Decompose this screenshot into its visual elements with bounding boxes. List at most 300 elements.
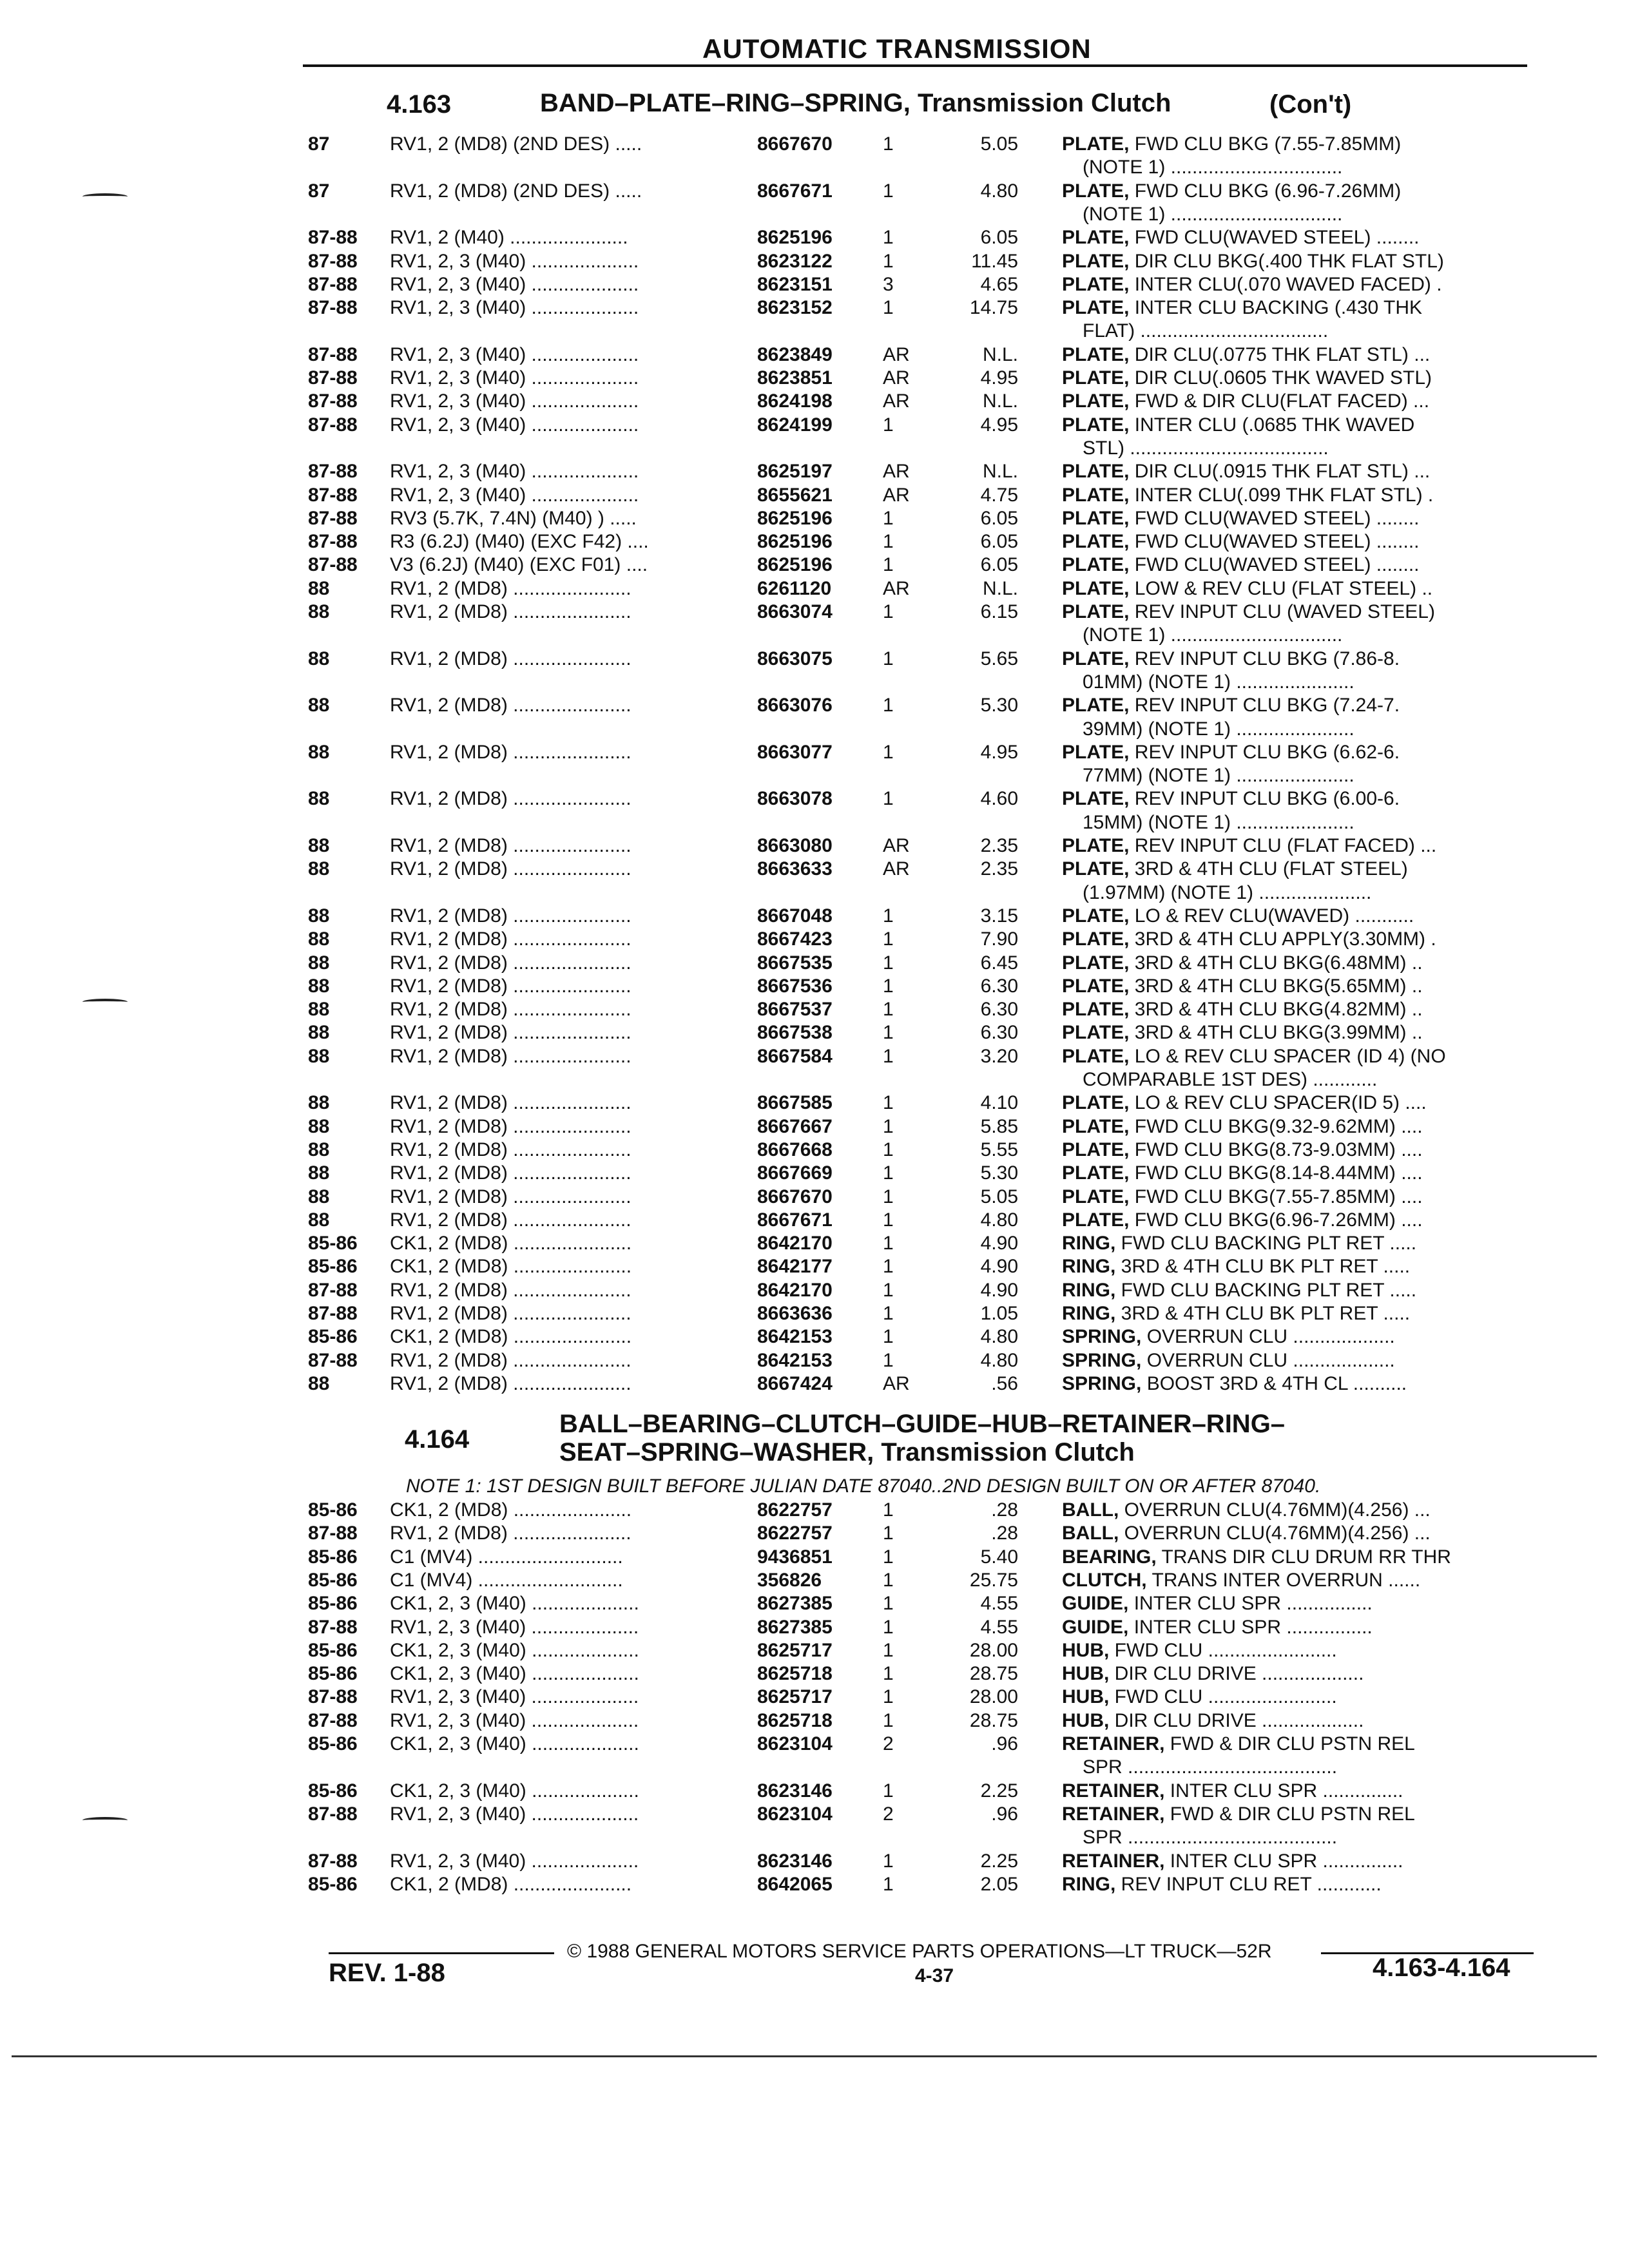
row-description xyxy=(1062,1617,1539,1639)
row-year: 85-86 xyxy=(308,1233,358,1254)
row-description xyxy=(1062,485,1539,506)
row-description-continuation: (1.97MM) (NOTE 1) ..................... xyxy=(1083,881,1372,903)
row-price: 5.30 xyxy=(980,695,1018,716)
row-part-number: 8625196 xyxy=(757,531,833,553)
row-price: 6.05 xyxy=(980,531,1018,553)
row-part-number: 8623152 xyxy=(757,297,833,319)
row-price: N.L. xyxy=(982,390,1018,412)
row-part-number: 8642065 xyxy=(757,1873,833,1895)
row-description-text: 3RD & 4TH CLU BKG(3.99MM) .. xyxy=(1129,1022,1423,1044)
table-row-continuation xyxy=(0,765,1629,787)
row-description-text: BOOST 3RD & 4TH CL .......... xyxy=(1141,1372,1407,1394)
row-model: RV1, 2, 3 (M40) .................... xyxy=(390,390,639,412)
row-description-continuation: SPR ....................................... xyxy=(1083,1756,1338,1778)
row-model: RV1, 2 (MD8) ...................... xyxy=(390,1139,631,1160)
row-price: 4.80 xyxy=(980,1209,1018,1231)
row-part-number: 8642153 xyxy=(757,1326,833,1348)
row-year: 87-88 xyxy=(308,367,358,389)
table-row xyxy=(0,1686,1629,1708)
row-part-number: 8667670 xyxy=(757,133,833,155)
row-description-text: TRANS DIR CLU DRUM RR THR xyxy=(1156,1546,1451,1568)
row-quantity: AR xyxy=(883,858,910,880)
row-description xyxy=(1062,554,1539,576)
row-price: 3.15 xyxy=(980,905,1018,927)
row-description xyxy=(1062,1022,1539,1044)
row-model: RV1, 2 (MD8) ...................... xyxy=(390,1022,631,1044)
row-model: V3 (6.2J) (M40) (EXC F01) .... xyxy=(390,554,648,576)
row-description-text: FWD CLU(WAVED STEEL) ........ xyxy=(1129,531,1420,553)
row-quantity: 1 xyxy=(883,1616,894,1638)
row-part-name: PLATE, xyxy=(1062,952,1130,974)
row-year: 88 xyxy=(308,1115,330,1137)
row-price: 6.15 xyxy=(980,601,1018,622)
row-quantity: 1 xyxy=(883,297,894,319)
row-quantity: 1 xyxy=(883,180,894,202)
row-part-name: PLATE, xyxy=(1062,507,1130,529)
row-part-name: PLATE, xyxy=(1062,1022,1130,1044)
row-part-number: 8623146 xyxy=(757,1850,833,1872)
section-164-title-line2: SEAT–SPRING–WASHER, Transmission Clutch xyxy=(559,1438,1135,1466)
row-quantity: 1 xyxy=(883,531,894,553)
row-part-name: RETAINER, xyxy=(1062,1733,1165,1754)
row-model: CK1, 2 (MD8) ...................... xyxy=(390,1873,632,1895)
row-description-text: INTER CLU SPR ................ xyxy=(1128,1616,1373,1638)
row-year: 88 xyxy=(308,1045,330,1067)
row-quantity: 1 xyxy=(883,975,894,997)
row-price: 28.75 xyxy=(969,1709,1018,1731)
table-row xyxy=(0,1256,1629,1278)
table-row xyxy=(0,390,1629,412)
row-part-name: SPRING, xyxy=(1062,1349,1142,1371)
table-row xyxy=(0,1233,1629,1254)
section-164-number: 4.164 xyxy=(405,1425,470,1454)
row-quantity: AR xyxy=(883,577,910,599)
row-model: RV1, 2 (MD8) ...................... xyxy=(390,788,631,810)
row-description xyxy=(1062,1209,1539,1231)
row-part-number: 8623146 xyxy=(757,1780,833,1802)
row-model: RV1, 2 (MD8) ...................... xyxy=(390,1303,631,1324)
row-quantity: 1 xyxy=(883,1209,894,1231)
row-year: 88 xyxy=(308,928,330,950)
row-part-number: 8627385 xyxy=(757,1616,833,1638)
row-year: 88 xyxy=(308,601,330,622)
row-part-number: 8667048 xyxy=(757,905,833,927)
row-year: 85-86 xyxy=(308,1873,358,1895)
row-price: 5.05 xyxy=(980,133,1018,155)
row-price: 28.00 xyxy=(969,1639,1018,1661)
row-part-name: PLATE, xyxy=(1062,905,1130,927)
row-year: 87-88 xyxy=(308,484,358,506)
row-model: RV1, 2 (MD8) ...................... xyxy=(390,835,631,856)
row-part-name: PLATE, xyxy=(1062,390,1130,412)
row-part-name: CLUTCH, xyxy=(1062,1569,1147,1591)
table-row xyxy=(0,1186,1629,1208)
row-price: 4.10 xyxy=(980,1092,1018,1114)
row-description xyxy=(1062,975,1539,997)
row-part-name: PLATE, xyxy=(1062,367,1130,389)
row-description-text: DIR CLU(.0605 THK WAVED STL) xyxy=(1129,367,1432,389)
row-part-number: 8663633 xyxy=(757,858,833,880)
row-model: CK1, 2 (MD8) ...................... xyxy=(390,1499,632,1521)
row-part-name: PLATE, xyxy=(1062,227,1130,249)
row-part-number: 8625718 xyxy=(757,1663,833,1685)
row-part-name: HUB, xyxy=(1062,1663,1110,1685)
row-model: RV1, 2 (MD8) ...................... xyxy=(390,1349,631,1371)
row-description-text: INTER CLU SPR ................ xyxy=(1128,1593,1373,1615)
row-model: RV1, 2 (MD8) ...................... xyxy=(390,928,631,950)
row-description xyxy=(1062,695,1539,716)
row-part-name: PLATE, xyxy=(1062,858,1130,880)
row-quantity: 1 xyxy=(883,1186,894,1207)
row-part-name: PLATE, xyxy=(1062,1115,1130,1137)
row-description-text: FWD CLU ........................ xyxy=(1109,1639,1337,1661)
row-description xyxy=(1062,1640,1539,1662)
row-model: RV1, 2, 3 (M40) .................... xyxy=(390,1616,639,1638)
row-description-text: REV INPUT CLU (WAVED STEEL) xyxy=(1129,601,1435,622)
row-year: 87-88 xyxy=(308,390,358,412)
row-description-continuation: (NOTE 1) ................................ xyxy=(1083,157,1343,178)
row-year: 87-88 xyxy=(308,414,358,436)
row-description-continuation: 39MM) (NOTE 1) ...................... xyxy=(1083,718,1354,740)
row-description-text: OVERRUN CLU(4.76MM)(4.256) ... xyxy=(1119,1523,1431,1544)
table-row xyxy=(0,133,1629,155)
row-year: 88 xyxy=(308,648,330,669)
row-description xyxy=(1062,1116,1539,1138)
row-description-text: FWD & DIR CLU PSTN REL xyxy=(1164,1803,1415,1825)
footer-copyright: © 1988 GENERAL MOTORS SERVICE PARTS OPERATIONS—LT TRUCK—52R xyxy=(567,1941,1272,1962)
table-row xyxy=(0,1092,1629,1114)
row-quantity: 1 xyxy=(883,695,894,716)
row-part-name: BALL, xyxy=(1062,1523,1119,1544)
section-164-note: NOTE 1: 1ST DESIGN BUILT BEFORE JULIAN DATE 87040..2ND DESIGN BUILT ON OR AFTER 87040. xyxy=(406,1475,1321,1497)
row-quantity: 1 xyxy=(883,1256,894,1278)
row-model: RV1, 2 (MD8) ...................... xyxy=(390,952,631,974)
row-part-number: 8624198 xyxy=(757,390,833,412)
row-quantity: 1 xyxy=(883,1663,894,1685)
row-description-text: LO & REV CLU(WAVED) ........... xyxy=(1129,905,1414,927)
row-price: N.L. xyxy=(982,343,1018,365)
table-row xyxy=(0,999,1629,1021)
row-description xyxy=(1062,180,1539,202)
table-row xyxy=(0,952,1629,974)
footer-revision: REV. 1-88 xyxy=(329,1959,445,1987)
row-part-name: PLATE, xyxy=(1062,928,1130,950)
row-part-number: 8667668 xyxy=(757,1139,833,1160)
row-model: RV1, 2, 3 (M40) .................... xyxy=(390,273,639,295)
row-quantity: 1 xyxy=(883,1499,894,1521)
row-quantity: 1 xyxy=(883,928,894,950)
row-description xyxy=(1062,1570,1539,1591)
row-year: 87-88 xyxy=(308,1686,358,1708)
row-year: 87 xyxy=(308,133,330,155)
row-part-number: 6261120 xyxy=(757,577,832,599)
row-price: 5.55 xyxy=(980,1139,1018,1160)
row-description-text: 3RD & 4TH CLU APPLY(3.30MM) . xyxy=(1129,928,1436,950)
row-description-continuation: 01MM) (NOTE 1) ...................... xyxy=(1083,671,1354,693)
row-model: RV1, 2 (MD8) ...................... xyxy=(390,648,631,669)
row-part-name: PLATE, xyxy=(1062,531,1130,553)
row-year: 88 xyxy=(308,1162,330,1184)
table-row xyxy=(0,554,1629,576)
table-row-continuation xyxy=(0,882,1629,904)
punch-hole-mark xyxy=(82,999,128,1005)
row-part-number: 8623151 xyxy=(757,273,833,295)
table-row xyxy=(0,1280,1629,1302)
table-row-continuation xyxy=(0,624,1629,646)
row-description-text: LO & REV CLU SPACER (ID 4) (NO xyxy=(1129,1045,1446,1067)
row-price: 6.30 xyxy=(980,975,1018,997)
row-year: 85-86 xyxy=(308,1499,358,1521)
table-row xyxy=(0,1139,1629,1161)
row-part-name: HUB, xyxy=(1062,1639,1110,1661)
row-model: RV1, 2 (MD8) ...................... xyxy=(390,1279,631,1301)
row-description xyxy=(1062,1850,1539,1872)
row-quantity: 1 xyxy=(883,414,894,436)
row-year: 88 xyxy=(308,1092,330,1114)
row-quantity: 2 xyxy=(883,1803,894,1825)
row-description xyxy=(1062,344,1539,366)
row-year: 88 xyxy=(308,1022,330,1044)
row-quantity: 1 xyxy=(883,1523,894,1544)
row-part-name: RING, xyxy=(1062,1233,1116,1254)
row-description xyxy=(1062,648,1539,670)
row-part-number: 8667671 xyxy=(757,1209,833,1231)
row-part-number: 8663075 xyxy=(757,648,833,669)
row-year: 87-88 xyxy=(308,507,358,529)
row-quantity: 1 xyxy=(883,648,894,669)
row-description xyxy=(1062,928,1539,950)
row-part-name: SPRING, xyxy=(1062,1326,1142,1348)
table-row xyxy=(0,578,1629,600)
row-part-name: PLATE, xyxy=(1062,180,1130,202)
row-model: CK1, 2 (MD8) ...................... xyxy=(390,1326,632,1348)
row-description-text: LO & REV CLU SPACER(ID 5) .... xyxy=(1129,1092,1427,1114)
row-model: CK1, 2, 3 (M40) .................... xyxy=(390,1733,639,1754)
row-quantity: 1 xyxy=(883,1326,894,1348)
row-model: CK1, 2, 3 (M40) .................... xyxy=(390,1593,639,1615)
table-row-continuation xyxy=(0,718,1629,740)
table-row xyxy=(0,1640,1629,1662)
row-year: 87 xyxy=(308,180,330,202)
row-quantity: 1 xyxy=(883,601,894,622)
row-part-number: 8667537 xyxy=(757,999,833,1021)
row-description xyxy=(1062,1280,1539,1302)
row-price: 2.35 xyxy=(980,835,1018,856)
table-row xyxy=(0,1046,1629,1068)
row-description xyxy=(1062,952,1539,974)
row-price: .28 xyxy=(991,1523,1018,1544)
bottom-rule xyxy=(12,2055,1597,2057)
row-description xyxy=(1062,835,1539,857)
table-row xyxy=(0,1710,1629,1732)
row-quantity: 1 xyxy=(883,1233,894,1254)
row-description-text: 3RD & 4TH CLU BKG(6.48MM) .. xyxy=(1129,952,1423,974)
row-part-number: 8624199 xyxy=(757,414,833,436)
table-row xyxy=(0,227,1629,249)
table-row xyxy=(0,1570,1629,1591)
row-price: 6.45 xyxy=(980,952,1018,974)
table-row xyxy=(0,367,1629,389)
row-description xyxy=(1062,1373,1539,1395)
footer-page-number: 4-37 xyxy=(915,1965,954,1986)
row-part-number: 8625196 xyxy=(757,227,833,249)
row-part-name: RING, xyxy=(1062,1303,1116,1324)
row-quantity: 1 xyxy=(883,1303,894,1324)
row-model: RV1, 2 (MD8) ...................... xyxy=(390,1186,631,1207)
row-model: RV1, 2 (MD8) (2ND DES) ..... xyxy=(390,133,642,155)
row-part-number: 8627385 xyxy=(757,1593,833,1615)
row-year: 85-86 xyxy=(308,1546,358,1568)
row-price: 4.80 xyxy=(980,1349,1018,1371)
row-quantity: 1 xyxy=(883,952,894,974)
row-part-name: RING, xyxy=(1062,1279,1116,1301)
row-model: RV1, 2, 3 (M40) .................... xyxy=(390,343,639,365)
row-part-name: RETAINER, xyxy=(1062,1780,1165,1802)
row-year: 88 xyxy=(308,952,330,974)
row-price: .96 xyxy=(991,1803,1018,1825)
row-description xyxy=(1062,531,1539,553)
table-row xyxy=(0,835,1629,857)
table-row xyxy=(0,788,1629,810)
row-description-text: FWD CLU(WAVED STEEL) ........ xyxy=(1129,227,1420,249)
row-description-text: FWD CLU ........................ xyxy=(1109,1686,1337,1708)
row-quantity: 1 xyxy=(883,1686,894,1708)
row-quantity: AR xyxy=(883,367,910,389)
row-price: 7.90 xyxy=(980,928,1018,950)
row-description-text: DIR CLU(.0915 THK FLAT STL) ... xyxy=(1129,461,1431,483)
section-163-continued: (Con't) xyxy=(1269,90,1352,119)
row-description xyxy=(1062,999,1539,1021)
row-part-number: 8625718 xyxy=(757,1709,833,1731)
row-part-name: PLATE, xyxy=(1062,999,1130,1021)
row-quantity: 1 xyxy=(883,133,894,155)
row-description xyxy=(1062,1780,1539,1802)
row-description-text: FWD CLU BACKING PLT RET ..... xyxy=(1115,1279,1417,1301)
row-description xyxy=(1062,601,1539,623)
row-model: RV1, 2, 3 (M40) .................... xyxy=(390,414,639,436)
table-row xyxy=(0,531,1629,553)
row-model: RV1, 2 (MD8) ...................... xyxy=(390,741,631,763)
row-part-number: 356826 xyxy=(757,1569,822,1591)
row-part-number: 8642153 xyxy=(757,1349,833,1371)
row-description-text: DIR CLU DRIVE ................... xyxy=(1109,1663,1364,1685)
row-description xyxy=(1062,1874,1539,1896)
row-part-name: SPRING, xyxy=(1062,1372,1142,1394)
row-part-name: PLATE, xyxy=(1062,1209,1130,1231)
row-model: CK1, 2, 3 (M40) .................... xyxy=(390,1780,639,1802)
row-quantity: 1 xyxy=(883,1279,894,1301)
title-rule xyxy=(303,64,1527,67)
punch-hole-mark xyxy=(82,193,128,200)
row-price: 6.30 xyxy=(980,999,1018,1021)
row-year: 87-88 xyxy=(308,554,358,576)
row-description-text: INTER CLU SPR ............... xyxy=(1164,1780,1403,1802)
row-price: 4.60 xyxy=(980,788,1018,810)
row-quantity: 2 xyxy=(883,1733,894,1754)
table-row-continuation xyxy=(0,1756,1629,1778)
table-row xyxy=(0,975,1629,997)
row-description-text: FWD CLU BKG (7.55-7.85MM) xyxy=(1129,133,1402,155)
row-description xyxy=(1062,1186,1539,1208)
table-row-continuation xyxy=(0,437,1629,459)
row-model: RV1, 2 (MD8) ...................... xyxy=(390,1115,631,1137)
row-description xyxy=(1062,1326,1539,1348)
table-row xyxy=(0,461,1629,483)
row-year: 87-88 xyxy=(308,1303,358,1324)
row-description xyxy=(1062,1092,1539,1114)
row-description-text: OVERRUN CLU ................... xyxy=(1141,1349,1395,1371)
row-year: 88 xyxy=(308,905,330,927)
row-description-text: INTER CLU (.0685 THK WAVED xyxy=(1129,414,1415,436)
row-part-name: PLATE, xyxy=(1062,273,1130,295)
row-description xyxy=(1062,1593,1539,1615)
row-quantity: 1 xyxy=(883,1092,894,1114)
row-part-number: 8622757 xyxy=(757,1523,833,1544)
row-model: CK1, 2, 3 (M40) .................... xyxy=(390,1639,639,1661)
table-row xyxy=(0,1850,1629,1872)
row-year: 85-86 xyxy=(308,1780,358,1802)
table-row xyxy=(0,1733,1629,1755)
row-model: RV1, 2, 3 (M40) .................... xyxy=(390,250,639,272)
row-price: 25.75 xyxy=(969,1569,1018,1591)
row-part-name: PLATE, xyxy=(1062,788,1130,810)
table-row xyxy=(0,1116,1629,1138)
row-model: RV1, 2 (M40) ...................... xyxy=(390,227,628,249)
row-description-text: FWD CLU BKG (6.96-7.26MM) xyxy=(1129,180,1402,202)
row-year: 87-88 xyxy=(308,297,358,319)
row-model: RV1, 2, 3 (M40) .................... xyxy=(390,367,639,389)
row-description-text: DIR CLU(.0775 THK FLAT STL) ... xyxy=(1129,343,1431,365)
row-year: 87-88 xyxy=(308,531,358,553)
row-description-text: REV INPUT CLU (FLAT FACED) ... xyxy=(1129,835,1437,856)
row-description xyxy=(1062,1546,1539,1568)
row-part-number: 8667669 xyxy=(757,1162,833,1184)
row-quantity: 1 xyxy=(883,1593,894,1615)
row-description xyxy=(1062,742,1539,764)
row-quantity: 1 xyxy=(883,1115,894,1137)
row-part-name: GUIDE, xyxy=(1062,1616,1129,1638)
row-description-continuation: (NOTE 1) ................................ xyxy=(1083,203,1343,225)
row-description xyxy=(1062,297,1539,319)
row-part-number: 8667535 xyxy=(757,952,833,974)
row-description xyxy=(1062,1162,1539,1184)
row-quantity: 1 xyxy=(883,1045,894,1067)
row-model: CK1, 2, 3 (M40) .................... xyxy=(390,1663,639,1685)
row-year: 85-86 xyxy=(308,1593,358,1615)
row-description xyxy=(1062,1350,1539,1372)
row-part-number: 8642170 xyxy=(757,1233,833,1254)
row-price: 4.80 xyxy=(980,180,1018,202)
row-year: 85-86 xyxy=(308,1256,358,1278)
row-model: RV1, 2 (MD8) ...................... xyxy=(390,601,631,622)
row-model: RV1, 2 (MD8) (2ND DES) ..... xyxy=(390,180,642,202)
row-model: RV1, 2, 3 (M40) .................... xyxy=(390,461,639,483)
row-year: 85-86 xyxy=(308,1663,358,1685)
row-part-number: 8623104 xyxy=(757,1803,833,1825)
row-model: RV1, 2 (MD8) ...................... xyxy=(390,1372,631,1394)
table-row xyxy=(0,695,1629,716)
row-model: RV1, 2, 3 (M40) .................... xyxy=(390,297,639,319)
row-quantity: 1 xyxy=(883,1022,894,1044)
table-row xyxy=(0,414,1629,436)
row-description-text: FWD CLU BKG(8.73-9.03MM) .... xyxy=(1129,1139,1423,1160)
row-description xyxy=(1062,905,1539,927)
table-row xyxy=(0,648,1629,670)
row-model: RV1, 2, 3 (M40) .................... xyxy=(390,1803,639,1825)
row-description xyxy=(1062,390,1539,412)
row-description xyxy=(1062,1046,1539,1068)
row-description-text: INTER CLU BACKING (.430 THK xyxy=(1129,297,1423,319)
